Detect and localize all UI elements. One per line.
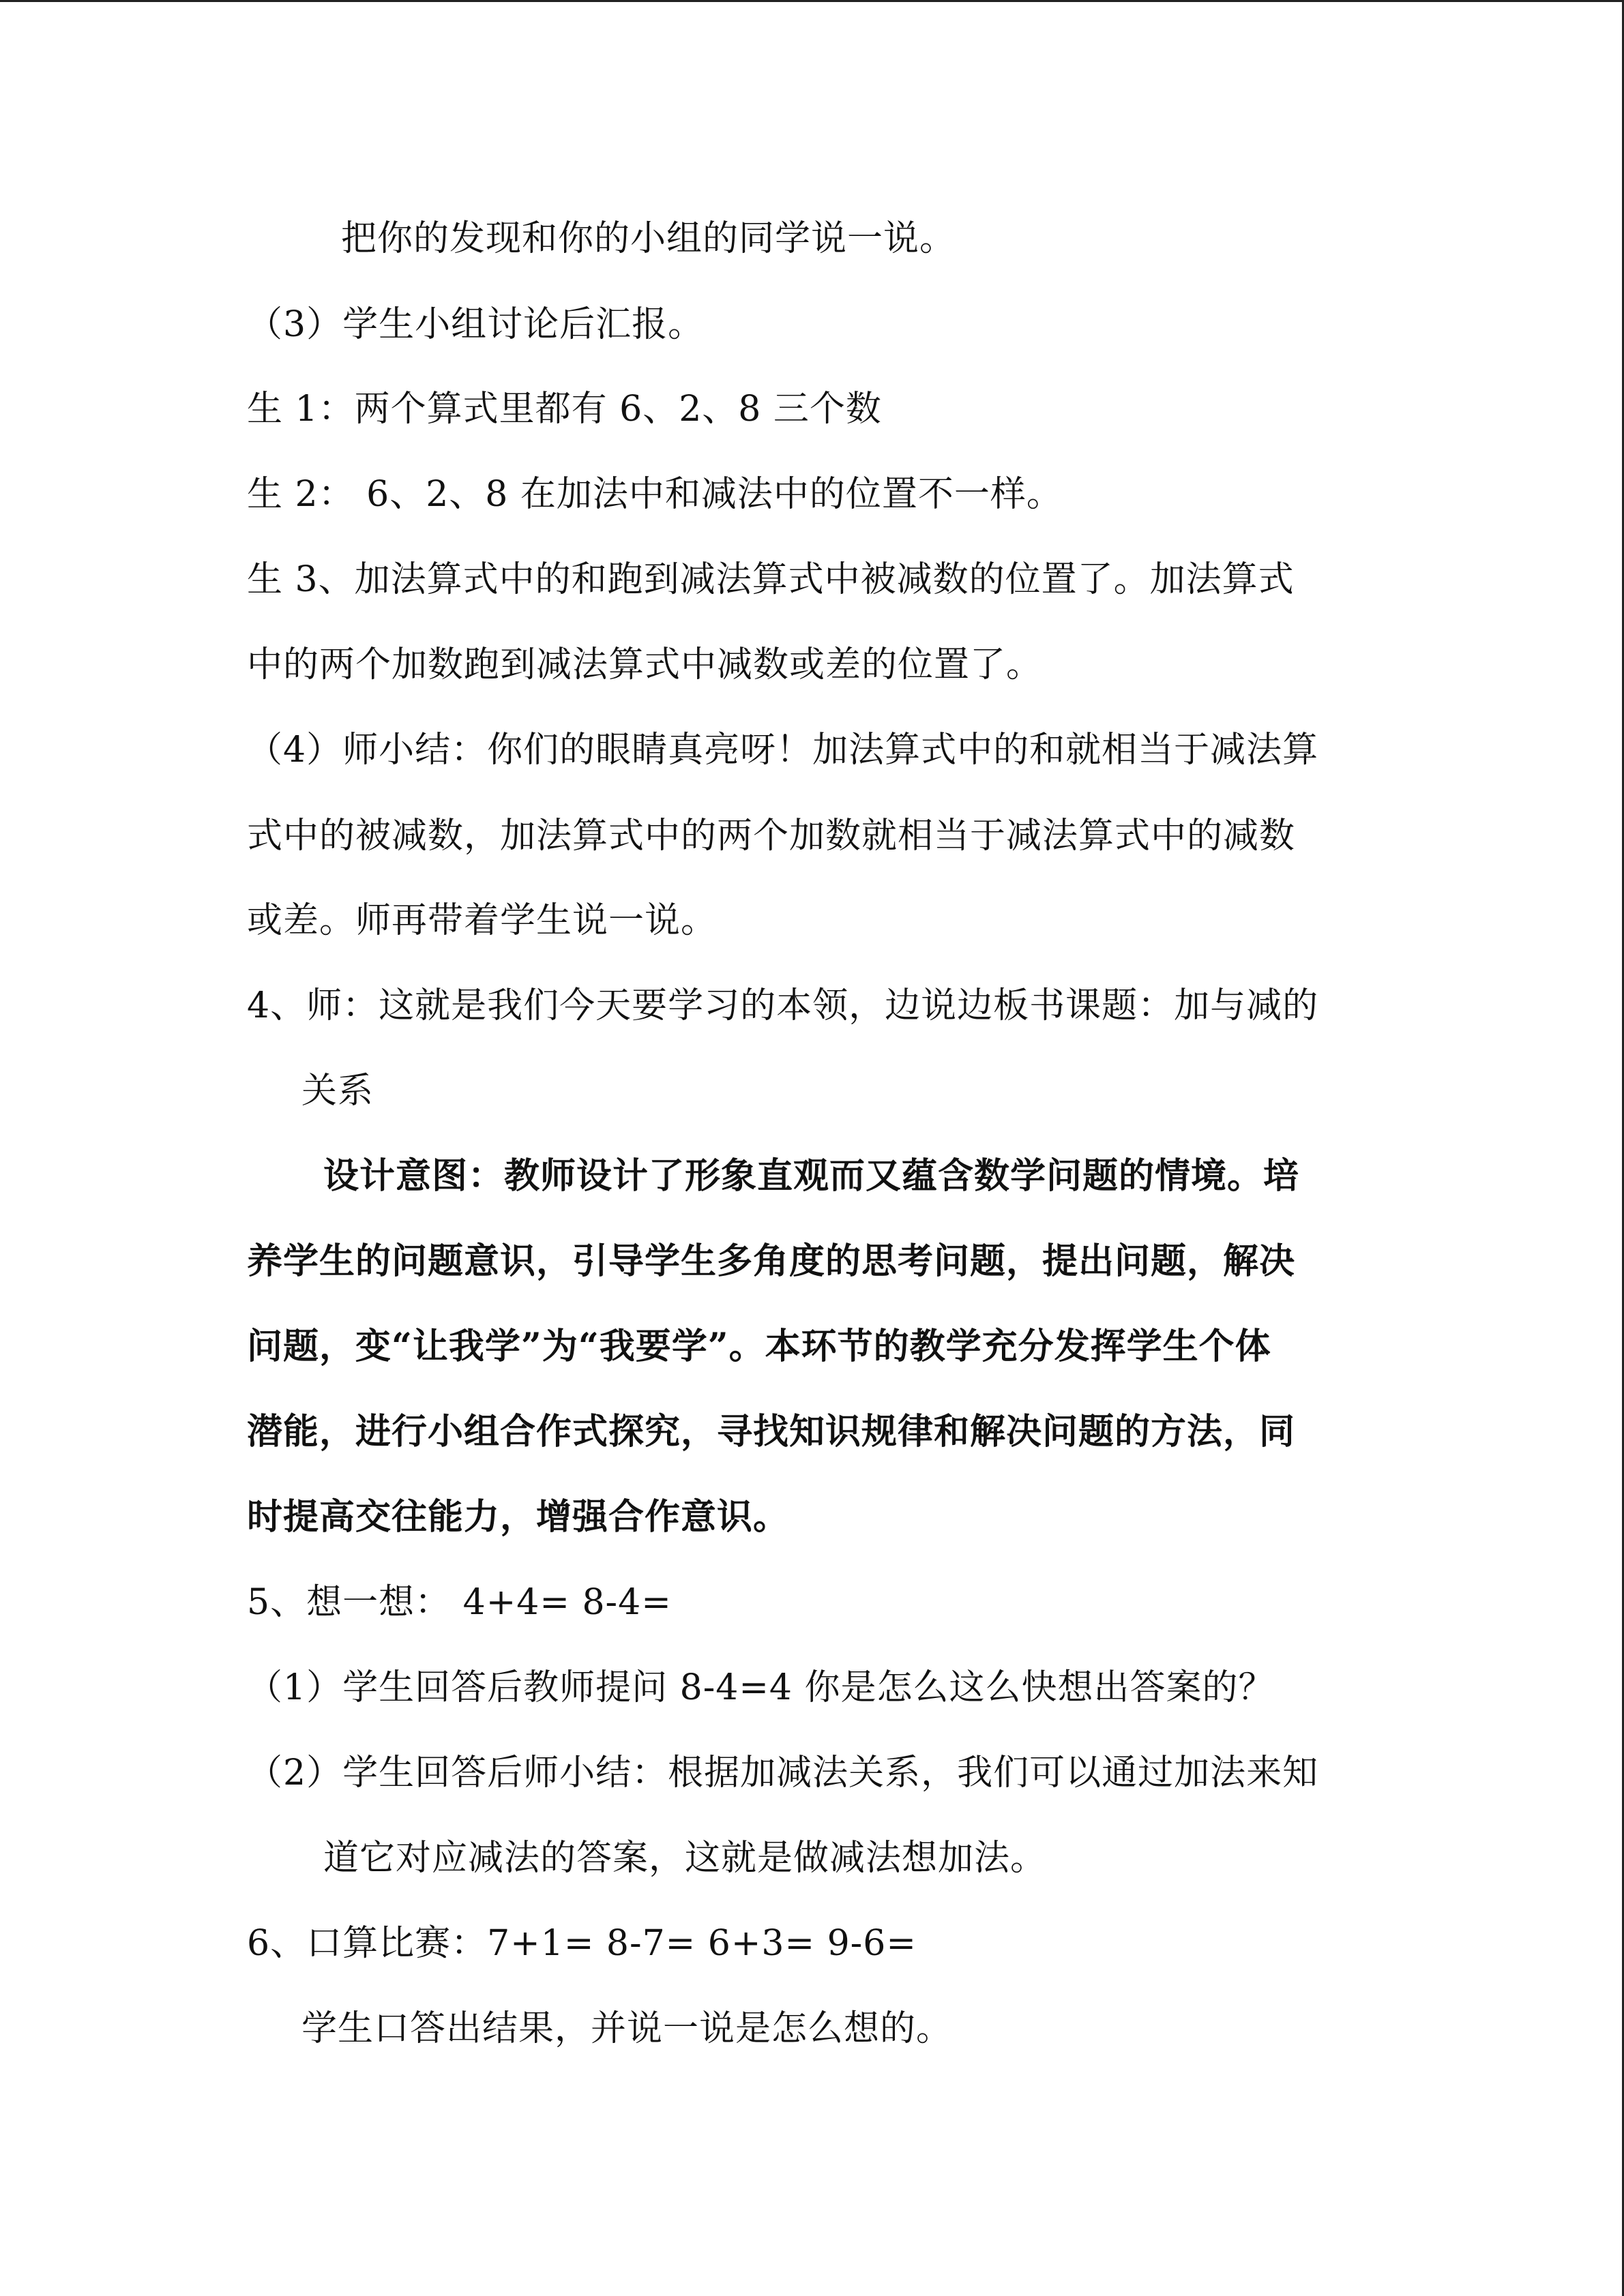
text-line: 生 2： 6、2、8 在加法中和减法中的位置不一样。 (247, 474, 1063, 515)
text-line: 中的两个加数跑到减法算式中减数或差的位置了。 (247, 644, 1043, 685)
text-line: 把你的发现和你的小组的同学说一说。 (341, 218, 956, 259)
design-intent-line: 潜能，进行小组合作式探究，寻找知识规律和解决问题的方法，同 (247, 1411, 1296, 1452)
design-intent-line: 问题，变“让我学”为“我要学”。本环节的教学充分发挥学生个体 (247, 1326, 1271, 1367)
design-intent-line: 设计意图：教师设计了形象直观而又蕴含数学问题的情境。培 (323, 1155, 1300, 1197)
text-line: 生 1：两个算式里都有 6、2、8 三个数 (247, 389, 882, 430)
page-border-top (0, 0, 1624, 2)
text-line: 式中的被减数，加法算式中的两个加数就相当于减法算式中的减数 (247, 816, 1296, 856)
text-line: 道它对应减法的答案，这就是做减法想加法。 (323, 1838, 1047, 1879)
text-line: 或差。师再带着学生说一说。 (247, 900, 718, 941)
text-line: （1）学生回答后教师提问 8-4=4 你是怎么这么快想出答案的？ (247, 1667, 1275, 1708)
text-line: （4）师小结：你们的眼睛真亮呀！加法算式中的和就相当于减法算 (247, 730, 1319, 771)
text-line: 4、师：这就是我们今天要学习的本领，边说边板书课题：加与减的 (247, 985, 1319, 1026)
design-intent-line: 时提高交往能力，增强合作意识。 (247, 1496, 790, 1538)
text-line: 学生口答出结果，并说一说是怎么想的。 (301, 2008, 953, 2049)
text-line: 5、想一想： 4+4= 8-4= (247, 1582, 672, 1623)
text-line: （2）学生回答后师小结：根据加减法关系，我们可以通过加法来知 (247, 1753, 1319, 1793)
text-line: 生 3、加法算式中的和跑到减法算式中被减数的位置了。加法算式 (247, 559, 1295, 600)
text-line: （3）学生小组讨论后汇报。 (247, 304, 705, 345)
text-line: 6、口算比赛：7+1= 8-7= 6+3= 9-6= (247, 1923, 917, 1964)
text-line: 关系 (301, 1071, 374, 1112)
design-intent-line: 养学生的问题意识，引导学生多角度的思考问题，提出问题，解决 (247, 1240, 1296, 1282)
